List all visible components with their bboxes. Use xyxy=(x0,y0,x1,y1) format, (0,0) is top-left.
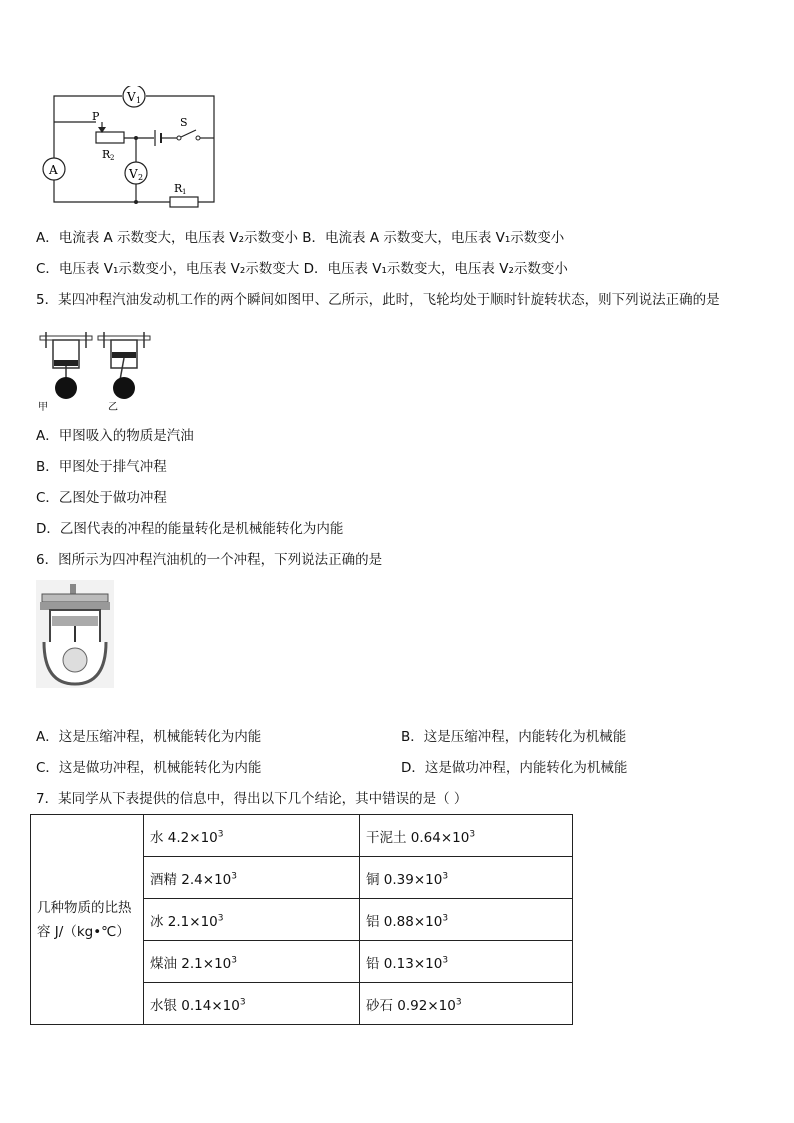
svg-text:R: R xyxy=(102,148,111,161)
q6-stem: 6．图所示为四冲程汽油机的一个冲程，下列说法正确的是 xyxy=(36,552,383,568)
q4-options-line1: A．电流表 A 示数变大，电压表 V₂示数变小 B．电流表 A 示数变大，电压表 V₁示数变小 xyxy=(36,230,565,246)
table-cell: 铝 $0.88\times 10^3$ xyxy=(360,899,573,941)
svg-text:乙: 乙 xyxy=(108,402,118,412)
table-cell: 砂石 $0.92\times 10^3$ xyxy=(360,983,573,1025)
svg-text:A: A xyxy=(49,163,58,177)
q6-option-b: B．这是压缩冲程，内能转化为机械能 xyxy=(401,729,627,745)
q7-stem: 7．某同学从下表提供的信息中，得出以下几个结论，其中错误的是（ ） xyxy=(36,791,468,807)
engine-jia-icon xyxy=(38,332,92,412)
svg-text:P: P xyxy=(92,110,100,123)
resistor-r1-icon xyxy=(170,197,198,207)
engine-figures xyxy=(36,330,156,412)
switch-icon xyxy=(181,130,196,137)
q5-option-d: D．乙图代表的冲程的能量转化是机械能转化为内能 xyxy=(36,521,344,537)
table-row xyxy=(31,815,573,857)
rheostat-r2-icon xyxy=(96,132,124,143)
q5-option-b: B．甲图处于排气冲程 xyxy=(36,459,167,475)
table-cell: 水银 $0.14\times 10^3$ xyxy=(144,983,360,1025)
table-cell: 干泥土 $0.64\times 10^3$ xyxy=(360,815,573,857)
table-cell: 铜 $0.39\times 10^3$ xyxy=(360,857,573,899)
table-cell: 煤油 $2.1\times 10^3$ xyxy=(144,941,360,983)
q5-option-c: C．乙图处于做功冲程 xyxy=(36,490,167,506)
svg-text:V: V xyxy=(127,90,136,104)
svg-text:R: R xyxy=(174,182,183,195)
q4-options-line2: C．电压表 V₁示数变小，电压表 V₂示数变大 D．电压表 V₁示数变大，电压表 V₂示数变小 xyxy=(36,261,568,277)
svg-text:2: 2 xyxy=(110,154,115,162)
table-cell: 冰 $2.1\times 10^3$ xyxy=(144,899,360,941)
specific-heat-table xyxy=(30,814,573,1025)
svg-text:甲: 甲 xyxy=(38,402,48,412)
svg-text:2: 2 xyxy=(138,173,144,182)
table-cell: 酒精 $2.4\times 10^3$ xyxy=(144,857,360,899)
table-header-cell: 几种物质的比热 容 J/（kg•℃） xyxy=(31,815,144,1025)
circuit-diagram xyxy=(36,86,226,214)
q6-option-a: A．这是压缩冲程，机械能转化为内能 xyxy=(36,729,262,745)
svg-text:1: 1 xyxy=(136,96,142,105)
table-cell: 水 $4.2\times 10^3$ xyxy=(144,815,360,857)
svg-text:1: 1 xyxy=(182,188,187,196)
svg-text:V: V xyxy=(129,167,138,181)
engine-cross-section-icon xyxy=(36,580,114,688)
q5-option-a: A．甲图吸入的物质是汽油 xyxy=(36,428,194,444)
q6-option-c: C．这是做功冲程，机械能转化为内能 xyxy=(36,760,262,776)
q5-stem: 5．某四冲程汽油发动机工作的两个瞬间如图甲、乙所示，此时，飞轮均处于顺时针旋转状态，则下列说法正确的是 xyxy=(36,292,720,308)
svg-text:S: S xyxy=(180,116,188,129)
table-cell: 铅 $0.13\times 10^3$ xyxy=(360,941,573,983)
q6-option-d: D．这是做功冲程，内能转化为机械能 xyxy=(401,760,628,776)
engine-yi-icon xyxy=(98,332,150,412)
